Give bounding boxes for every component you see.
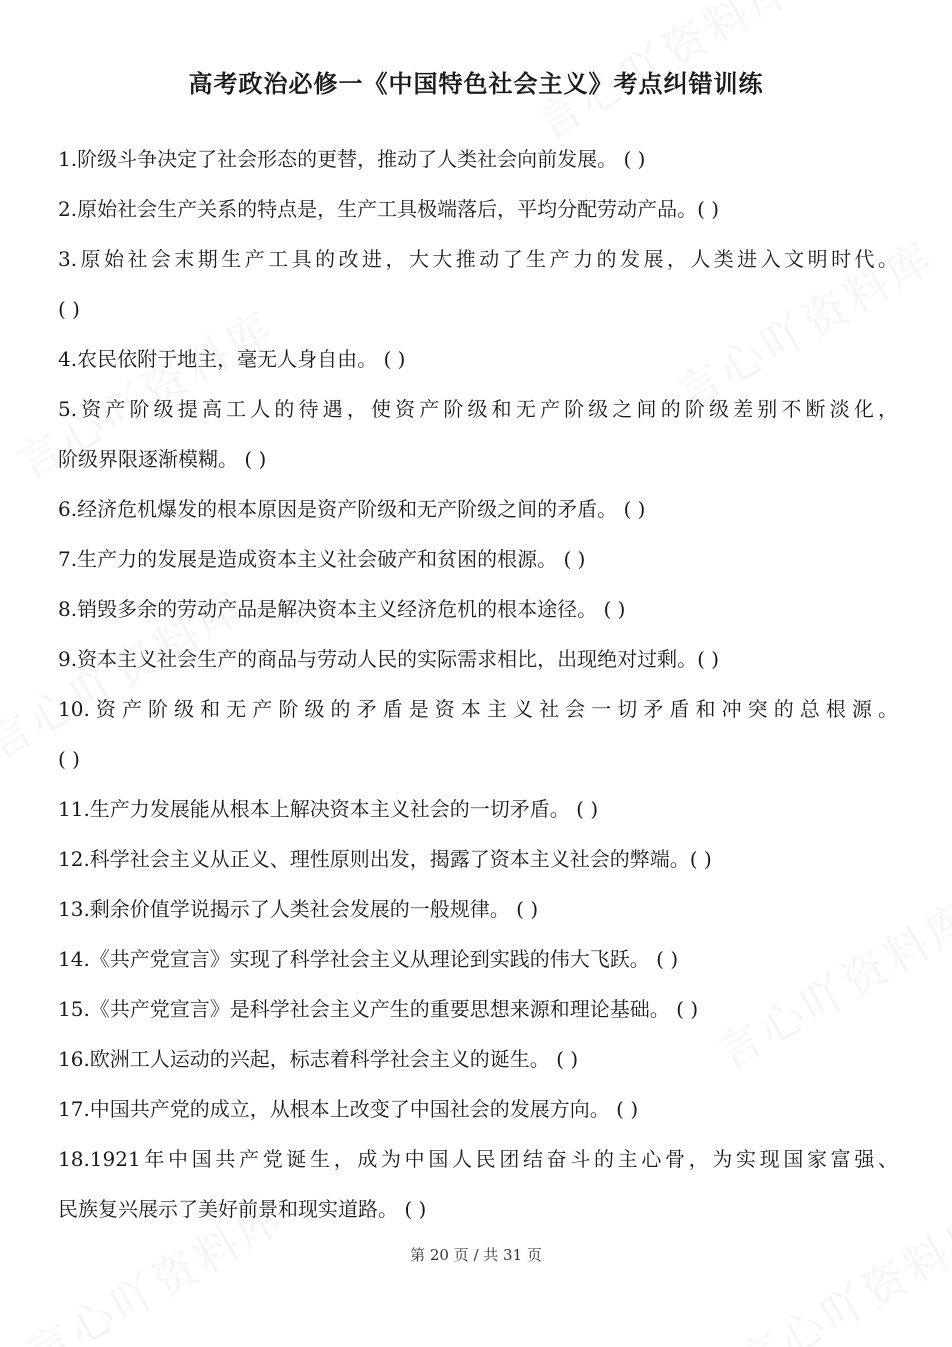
- question-line: [58, 534, 898, 584]
- question-text: 2.原始社会生产关系的特点是，生产工具极端落后，平均分配劳动产品。( ): [58, 197, 720, 221]
- question-list: [58, 134, 898, 1234]
- question-text: 18.1921年中国共产党诞生，成为中国人民团结奋斗的主心骨，为实现国家富强、: [58, 1147, 898, 1171]
- question-text: 17.中国共产党的成立，从根本上改变了中国社会的发展方向。 ( ): [58, 1097, 639, 1121]
- question-line: [58, 1034, 898, 1084]
- question-text: 5.资产阶级提高工人的待遇，使资产阶级和无产阶级之间的阶级差别不断淡化，: [58, 397, 898, 421]
- question-line: [58, 184, 898, 234]
- question-line: [58, 434, 898, 484]
- question-text: ( ): [58, 747, 80, 771]
- question-text: 12.科学社会主义从正义、理性原则出发，揭露了资本主义社会的弊端。( ): [58, 847, 712, 871]
- question-line: [58, 484, 898, 534]
- question-text: ( ): [58, 297, 80, 321]
- question-line: [58, 384, 898, 434]
- question-text: 3.原始社会末期生产工具的改进，大大推动了生产力的发展，人类进入文明时代。: [58, 247, 898, 271]
- question-line: [58, 884, 898, 934]
- question-line: [58, 784, 898, 834]
- question-line: [58, 1084, 898, 1134]
- question-line: [58, 684, 898, 734]
- question-line: [58, 134, 898, 184]
- question-text: 15.《共产党宣言》是科学社会主义产生的重要思想来源和理论基础。 ( ): [58, 997, 699, 1021]
- question-text: 16.欧洲工人运动的兴起，标志着科学社会主义的诞生。 ( ): [58, 1047, 579, 1071]
- question-text: 11.生产力发展能从根本上解决资本主义社会的一切矛盾。 ( ): [58, 797, 599, 821]
- question-line: [58, 984, 898, 1034]
- question-text: 10.资产阶级和无产阶级的矛盾是资本主义社会一切矛盾和冲突的总根源。: [58, 697, 898, 721]
- question-text: 13.剩余价值学说揭示了人类社会发展的一般规律。 ( ): [58, 897, 539, 921]
- question-text: 4.农民依附于地主，毫无人身自由。 ( ): [58, 347, 406, 371]
- question-line: [58, 834, 898, 884]
- question-text: 1.阶级斗争决定了社会形态的更替，推动了人类社会向前发展。 ( ): [58, 147, 646, 171]
- question-line: [58, 1134, 898, 1184]
- question-line: [58, 934, 898, 984]
- question-line: [58, 234, 898, 284]
- question-line: [58, 334, 898, 384]
- question-line: [58, 284, 898, 334]
- question-text: 8.销毁多余的劳动产品是解决资本主义经济危机的根本途径。 ( ): [58, 597, 626, 621]
- question-text: 民族复兴展示了美好前景和现实道路。 ( ): [58, 1197, 427, 1221]
- page-title: 高考政治必修一《中国特色社会主义》考点纠错训练: [188, 69, 764, 98]
- question-line: [58, 734, 898, 784]
- question-text: 阶级界限逐渐模糊。 ( ): [58, 447, 267, 471]
- page-footer: 第 20 页 / 共 31 页: [410, 1246, 542, 1264]
- question-line: [58, 634, 898, 684]
- question-text: 9.资本主义社会生产的商品与劳动人民的实际需求相比，出现绝对过剩。( ): [58, 647, 720, 671]
- question-line: [58, 1184, 898, 1234]
- question-text: 14.《共产党宣言》实现了科学社会主义从理论到实践的伟大飞跃。 ( ): [58, 947, 679, 971]
- question-line: [58, 584, 898, 634]
- question-text: 6.经济危机爆发的根本原因是资产阶级和无产阶级之间的矛盾。 ( ): [58, 497, 646, 521]
- question-text: 7.生产力的发展是造成资本主义社会破产和贫困的根源。 ( ): [58, 547, 586, 571]
